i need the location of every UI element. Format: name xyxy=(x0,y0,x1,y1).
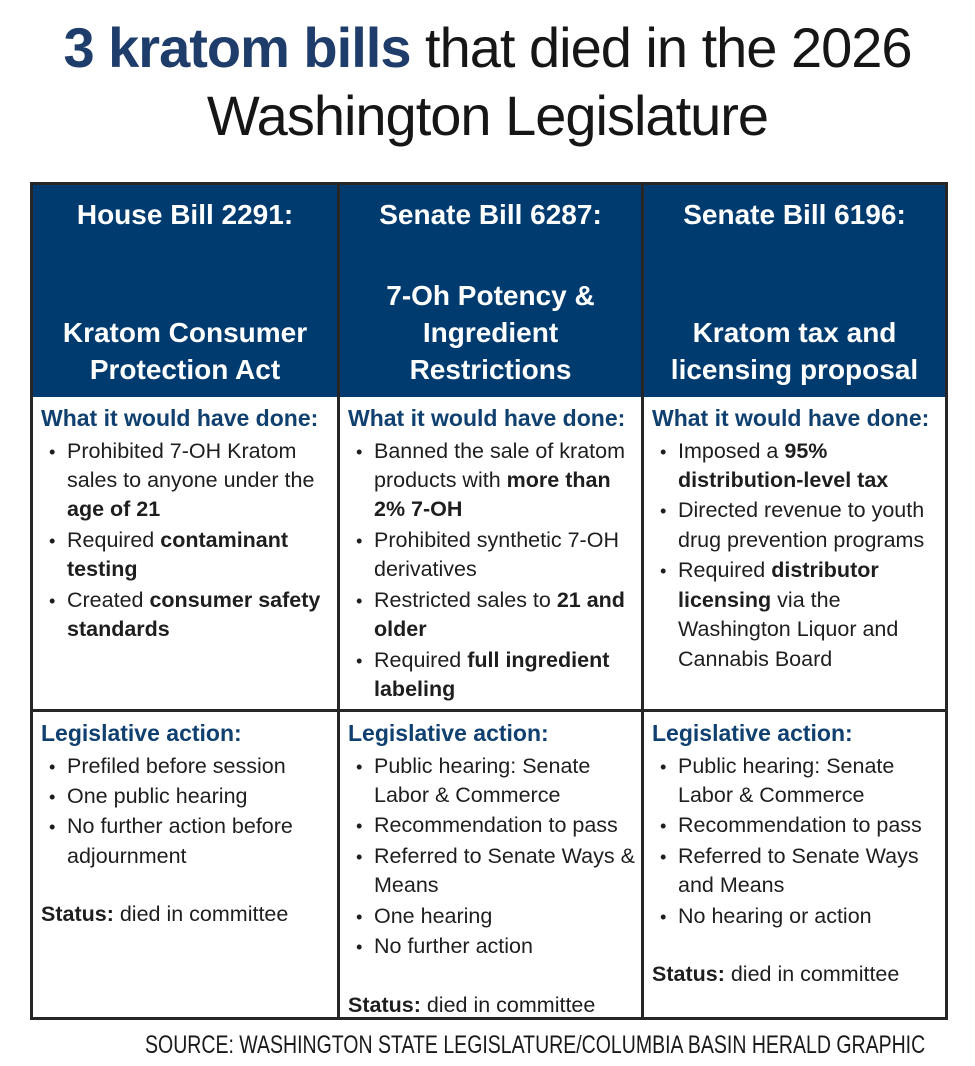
list-item: • Public hearing: Senate Labor & Commerce xyxy=(348,752,635,811)
list-item: • Required full ingredient labeling xyxy=(348,646,635,705)
bill-subtitle: 7-Oh Potency & Ingredient Restrictions xyxy=(386,280,595,386)
bill-number: Senate Bill 6196: xyxy=(683,199,906,230)
what-it-would-have-done-cell xyxy=(337,397,641,709)
list-item: • No further action xyxy=(348,932,635,961)
page-title xyxy=(0,14,975,151)
list-item: • Public hearing: Senate Labor & Commerce xyxy=(652,752,939,811)
bill-subtitle: Kratom tax and licensing proposal xyxy=(670,317,919,386)
section-label: Legislative action: xyxy=(652,720,853,746)
what-it-would-have-done-cell xyxy=(641,397,945,709)
list-item: • Recommendation to pass xyxy=(652,811,939,840)
page-title-rest: that died in the 2026 Washington Legislature xyxy=(206,16,912,148)
list-item: • Directed revenue to youth drug prevention programs xyxy=(652,496,939,555)
list-item: • One public hearing xyxy=(41,782,331,811)
section-label: What it would have done: xyxy=(41,405,319,431)
list-item: • No further action before adjournment xyxy=(41,812,331,871)
bill-header-cell xyxy=(337,185,641,397)
legislative-action-cell xyxy=(641,709,945,1017)
list-item: • Restricted sales to 21 and older xyxy=(348,586,635,645)
list-item: • Prohibited 7-OH Kratom sales to anyone under the age of 21 xyxy=(41,437,331,525)
action-items-list xyxy=(348,752,635,962)
list-item: • Prohibited synthetic 7-OH derivatives xyxy=(348,526,635,585)
action-items-list xyxy=(41,752,331,872)
what-it-would-have-done-cell xyxy=(33,397,337,709)
bill-number: House Bill 2291: xyxy=(76,199,294,230)
status-line: Status: died in committee xyxy=(41,902,289,927)
done-items-list xyxy=(652,437,939,675)
section-label: What it would have done: xyxy=(348,405,626,431)
list-item: • One hearing xyxy=(348,902,635,931)
action-items-list xyxy=(652,752,939,932)
list-item: • Banned the sale of kratom products with more than 2% 7-OH xyxy=(348,437,635,525)
bill-number: Senate Bill 6287: xyxy=(379,199,602,230)
bill-header-cell xyxy=(641,185,945,397)
list-item: • Created consumer safety standards xyxy=(41,586,331,645)
page-title-accent: 3 kratom bills xyxy=(63,16,411,79)
section-label: Legislative action: xyxy=(41,720,242,746)
status-line: Status: died in committee xyxy=(348,992,596,1017)
bills-comparison-table xyxy=(30,182,948,1020)
section-label: What it would have done: xyxy=(652,405,930,431)
list-item: • Imposed a 95% distribution-level tax xyxy=(652,437,939,496)
list-item: • No hearing or action xyxy=(652,902,939,931)
done-items-list xyxy=(348,437,635,705)
bill-header-cell xyxy=(33,185,337,397)
list-item: • Recommendation to pass xyxy=(348,811,635,840)
list-item: • Required distributor licensing via the Washington Liquor and Cannabis Board xyxy=(652,556,939,674)
list-item: • Prefiled before session xyxy=(41,752,331,781)
list-item: • Referred to Senate Ways and Means xyxy=(652,842,939,901)
status-line: Status: died in committee xyxy=(652,962,900,987)
legislative-action-cell xyxy=(337,709,641,1017)
bill-subtitle: Kratom Consumer Protection Act xyxy=(62,317,308,386)
list-item: • Required contaminant testing xyxy=(41,526,331,585)
source-credit: SOURCE: WASHINGTON STATE LEGISLATURE/COLUMBIA BASIN HERALD GRAPHIC xyxy=(144,1031,925,1059)
legislative-action-cell xyxy=(33,709,337,1017)
done-items-list xyxy=(41,437,331,645)
section-label: Legislative action: xyxy=(348,720,549,746)
list-item: • Referred to Senate Ways & Means xyxy=(348,842,635,901)
